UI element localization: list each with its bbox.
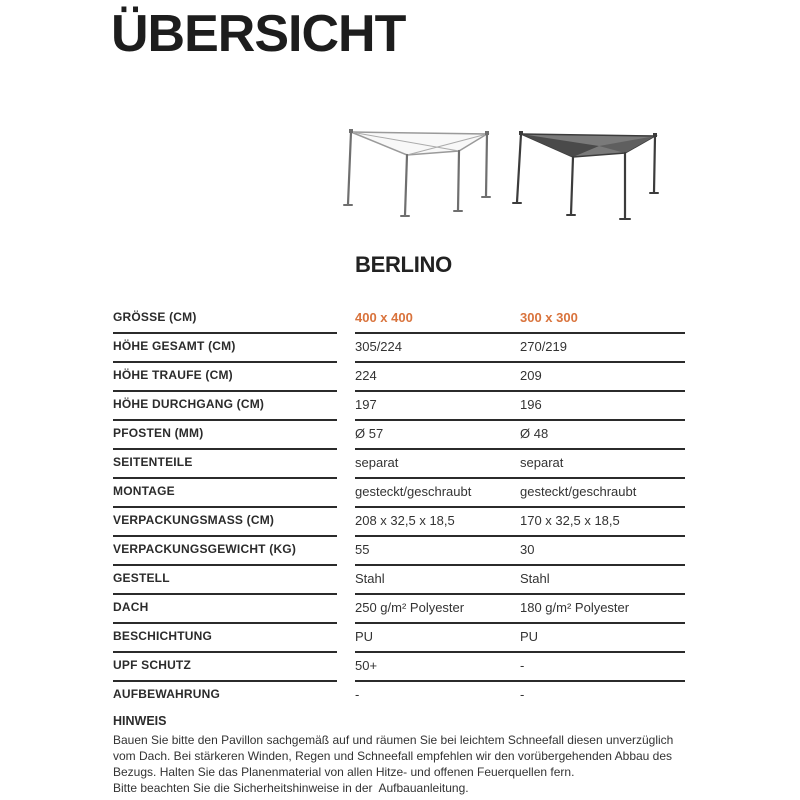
table-row — [113, 537, 685, 566]
column-gap — [337, 479, 355, 508]
product-name: BERLINO — [355, 252, 452, 277]
column-gap — [337, 508, 355, 537]
spec-value-400x400: Ø 57 — [355, 426, 384, 441]
column-gap — [337, 305, 355, 334]
spec-value-400x400: 305/224 — [355, 339, 402, 354]
table-row — [113, 566, 685, 595]
spec-value-400x400: 400 x 400 — [355, 310, 413, 325]
spec-value-300x300: Ø 48 — [520, 426, 549, 441]
column-gap — [337, 334, 355, 363]
table-row — [113, 682, 685, 711]
spec-label: VERPACKUNGSGEWICHT (KG) — [113, 537, 337, 566]
notice-text-line: Bitte beachten Sie die Sicherheitshinweise in der Aufbauanleitung. — [113, 781, 469, 795]
spec-label: HÖHE GESAMT (CM) — [113, 334, 337, 363]
page-title: ÜBERSICHT — [111, 5, 406, 63]
spec-label: GRÖSSE (CM) — [113, 305, 337, 334]
spec-value-400x400: gesteckt/geschraubt — [355, 484, 472, 499]
table-row — [113, 653, 685, 682]
notice-section — [113, 714, 723, 796]
spec-value-300x300: - — [520, 687, 525, 702]
spec-value-400x400: 208 x 32,5 x 18,5 — [355, 513, 455, 528]
table-row — [113, 508, 685, 537]
spec-label: UPF SCHUTZ — [113, 653, 337, 682]
spec-value-300x300: gesteckt/geschraubt — [520, 484, 637, 499]
spec-value-300x300: 270/219 — [520, 339, 567, 354]
spec-label: VERPACKUNGSMASS (CM) — [113, 508, 337, 537]
spec-value-400x400: 224 — [355, 368, 377, 383]
spec-value-300x300: Stahl — [520, 571, 550, 586]
table-row — [113, 334, 685, 363]
spec-value-300x300: PU — [520, 629, 539, 644]
spec-value-300x300: 300 x 300 — [520, 310, 578, 325]
column-gap — [337, 653, 355, 682]
spec-label: HÖHE TRAUFE (CM) — [113, 363, 337, 392]
spec-value-300x300: 170 x 32,5 x 18,5 — [520, 513, 620, 528]
spec-value-400x400: - — [355, 687, 360, 702]
notice-text-line: vom Dach. Bei stärkeren Winden, Regen und Schneefall empfehlen wir den vorübergehenden Abbau des — [113, 749, 673, 763]
spec-label: GESTELL — [113, 566, 337, 595]
spec-value-400x400: separat — [355, 455, 399, 470]
table-row — [113, 595, 685, 624]
spec-value-400x400: 55 — [355, 542, 370, 557]
table-row — [113, 479, 685, 508]
table-row — [113, 450, 685, 479]
spec-label: DACH — [113, 595, 337, 624]
product-images — [343, 120, 663, 230]
spec-value-400x400: PU — [355, 629, 374, 644]
spec-value-300x300: separat — [520, 455, 564, 470]
column-gap — [337, 450, 355, 479]
table-row — [113, 305, 685, 334]
spec-value-400x400: 197 — [355, 397, 377, 412]
spec-label: MONTAGE — [113, 479, 337, 508]
column-gap — [337, 682, 355, 711]
notice-heading: HINWEIS — [113, 714, 167, 728]
column-gap — [337, 537, 355, 566]
spec-label: HÖHE DURCHGANG (CM) — [113, 392, 337, 421]
pavilion-dark-canopy-image — [511, 120, 663, 230]
spec-value-400x400: 50+ — [355, 658, 378, 673]
spec-value-300x300: 30 — [520, 542, 535, 557]
table-row — [113, 421, 685, 450]
column-gap — [337, 392, 355, 421]
pavilion-light-canopy-image — [343, 120, 493, 230]
column-gap — [337, 363, 355, 392]
spec-label: AUFBEWAHRUNG — [113, 687, 221, 701]
spec-value-300x300: - — [520, 658, 525, 673]
spec-value-300x300: 180 g/m² Polyester — [520, 600, 630, 615]
spec-value-400x400: 250 g/m² Polyester — [355, 600, 465, 615]
table-row — [113, 363, 685, 392]
spec-value-300x300: 196 — [520, 397, 542, 412]
table-row — [113, 392, 685, 421]
spec-label: SEITENTEILE — [113, 450, 337, 479]
notice-text-line: Bauen Sie bitte den Pavillon sachgemäß auf und räumen Sie bei leichtem Schneefall diesen unverzüglich — [113, 733, 674, 747]
column-gap — [337, 624, 355, 653]
column-gap — [337, 421, 355, 450]
spec-value-300x300: 209 — [520, 368, 542, 383]
column-gap — [337, 595, 355, 624]
table-row — [113, 624, 685, 653]
spec-table — [113, 305, 685, 711]
notice-text-line: Bezugs. Halten Sie das Planenmaterial von allen Hitze- und offenen Feuerquellen fern. — [113, 765, 575, 779]
column-gap — [337, 566, 355, 595]
spec-value-400x400: Stahl — [355, 571, 385, 586]
spec-label: PFOSTEN (MM) — [113, 421, 337, 450]
spec-label: BESCHICHTUNG — [113, 624, 337, 653]
